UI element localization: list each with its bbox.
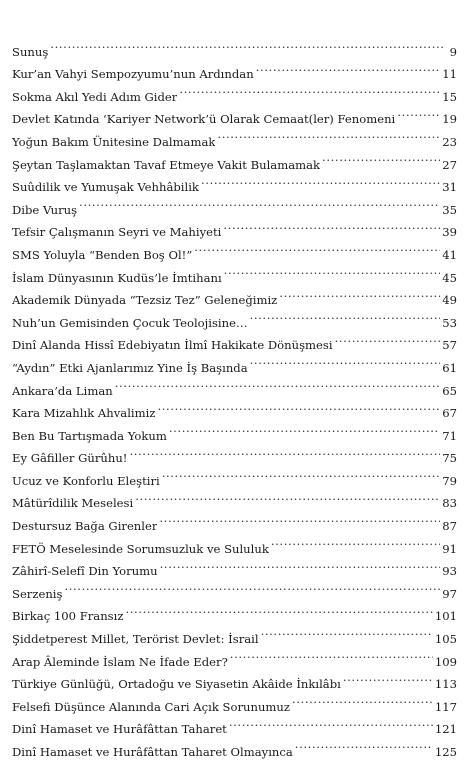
toc-entry-title: Ucuz ve Konforlu Eleştiri: [12, 473, 160, 488]
toc-entry-title: Suûdilik ve Yumuşak Vehhâbilik: [12, 180, 199, 195]
toc-entry-page-number: 97: [442, 586, 457, 601]
toc-entry-title: Ben Bu Tartışmada Yokum: [12, 428, 167, 443]
toc-entry-title: İslam Dünyasının Kudüs’le İmtihanı: [12, 270, 222, 285]
dot-leader: [279, 282, 440, 305]
toc-entry-title: Arap Âleminde İslam Ne İfade Eder?: [12, 654, 228, 669]
dot-leader: [292, 688, 433, 711]
toc-entry-title: Akademik Dünyada “Tezsiz Tez” Geleneğimiz: [12, 293, 278, 308]
dot-leader: [250, 349, 441, 372]
toc-entry-page-number: 9: [449, 44, 457, 59]
toc-entry-page-number: 91: [442, 541, 457, 556]
dot-leader: [159, 507, 440, 530]
toc-entry-page-number: 11: [442, 67, 457, 82]
toc-entry-page-number: 83: [442, 496, 457, 511]
dot-leader: [129, 440, 440, 463]
toc-entry-title: Dinî Hamaset ve Hurâfâttan Taharet Olmayınca: [12, 745, 293, 759]
dot-leader: [229, 711, 433, 734]
toc-entry-title: Sokma Akıl Yedi Adım Gider: [12, 89, 178, 104]
toc-entry-page-number: 117: [434, 699, 457, 714]
table-of-contents: [12, 33, 457, 759]
toc-entry-page-number: 41: [442, 247, 457, 262]
toc-entry-title: Türkiye Günlüğü, Ortadoğu ve Siyasetin Akâide İnkılâbı: [12, 677, 341, 692]
dot-leader: [125, 598, 432, 621]
toc-entry-title: Dinî Alanda Hissî Edebiyatın İlmî Hakikate Dönüşmesi: [12, 338, 333, 353]
toc-entry-page-number: 93: [442, 564, 457, 579]
toc-entry-page-number: 23: [442, 134, 457, 149]
toc-entry-page-number: 57: [442, 338, 457, 353]
toc-entry-title: FETÖ Meselesinde Sorumsuzluk ve Sululuk: [12, 541, 269, 556]
toc-entry-title: “Aydın” Etki Ajanlarımız Yine İş Başında: [12, 360, 248, 375]
toc-entry-page-number: 105: [434, 632, 457, 647]
dot-leader: [157, 395, 440, 418]
toc-entry-title: Ankara’da Liman: [12, 383, 113, 398]
toc-entry-page-number: 27: [442, 157, 457, 172]
dot-leader: [295, 733, 433, 756]
dot-leader: [162, 462, 441, 485]
toc-entry-page-number: 109: [434, 654, 457, 669]
toc-entry-page-number: 39: [442, 225, 457, 240]
toc-entry-page-number: 79: [442, 473, 457, 488]
toc-entry-title: Kara Mizahlık Ahvalimiz: [12, 406, 156, 421]
toc-entry-title: Sunuş: [12, 44, 49, 59]
dot-leader: [115, 372, 441, 395]
toc-entry-title: Serzeniş: [12, 586, 63, 601]
toc-entry-page-number: 67: [442, 406, 457, 421]
toc-entry-page-number: 65: [442, 383, 457, 398]
toc-entry-title: Dibe Vuruş: [12, 202, 78, 217]
toc-entry-title: Felsefi Düşünce Alanında Cari Açık Sorunumuz: [12, 699, 290, 714]
toc-entry-title: Kur’an Vahyi Sempozyumu’nun Ardından: [12, 67, 254, 82]
dot-leader: [179, 78, 440, 101]
toc-entry-page-number: 49: [442, 293, 457, 308]
dot-leader: [224, 259, 441, 282]
dot-leader: [250, 304, 441, 327]
toc-entry-page-number: 101: [434, 609, 457, 624]
toc-entry-page-number: 35: [442, 202, 457, 217]
dot-leader: [64, 575, 440, 598]
toc-entry-page-number: 15: [442, 89, 457, 104]
toc-entry[interactable]: [12, 598, 457, 624]
toc-entry-title: Yoğun Bakım Ünitesine Dalmamak: [12, 134, 216, 149]
dot-leader: [343, 666, 433, 689]
toc-entry-page-number: 45: [442, 270, 457, 285]
toc-entry[interactable]: [12, 214, 457, 240]
dot-leader: [50, 33, 445, 56]
toc-entry-title: Nuh’un Gemisinden Çocuk Teolojisine…: [12, 315, 248, 330]
dot-leader: [322, 146, 440, 169]
toc-entry-page-number: 125: [434, 745, 457, 759]
dot-leader: [160, 553, 441, 576]
toc-entry-title: SMS Yoluyla “Benden Boş Ol!”: [12, 247, 193, 262]
toc-entry-title: Zâhirî-Selefî Din Yorumu: [12, 564, 158, 579]
dot-leader: [223, 214, 440, 237]
dot-leader: [135, 485, 440, 508]
toc-entry-page-number: 19: [442, 112, 457, 127]
toc-entry-title: Devlet Katında ‘Kariyer Network’ü Olarak Cemaat(ler) Fenomeni: [12, 112, 396, 127]
dot-leader: [271, 530, 440, 553]
toc-entry-page-number: 87: [442, 519, 457, 534]
toc-entry-title: Tefsir Çalışmanın Seyri ve Mahiyeti: [12, 225, 222, 240]
dot-leader: [256, 56, 441, 79]
toc-entry-title: Birkaç 100 Fransız: [12, 609, 124, 624]
dot-leader: [261, 620, 433, 643]
toc-entry-page-number: 75: [442, 451, 457, 466]
dot-leader: [201, 169, 440, 192]
dot-leader: [79, 191, 440, 214]
toc-entry-title: Mâtürîdilik Meselesi: [12, 496, 134, 511]
toc-entry[interactable]: [12, 191, 457, 217]
toc-entry-title: Şeytan Taşlamaktan Tavaf Etmeye Vakit Bulamamak: [12, 157, 321, 172]
dot-leader: [217, 123, 440, 146]
toc-entry-page-number: 121: [434, 722, 457, 737]
dot-leader: [397, 101, 440, 124]
toc-entry-title: Destursuz Bağa Girenler: [12, 519, 158, 534]
dot-leader: [169, 417, 440, 440]
toc-entry-title: Dinî Hamaset ve Hurâfâttan Taharet: [12, 722, 227, 737]
toc-entry-title: Ey Gâfiller Gürûhu!: [12, 451, 128, 466]
toc-entry-page-number: 61: [442, 360, 457, 375]
toc-entry-page-number: 31: [442, 180, 457, 195]
toc-entry[interactable]: [12, 56, 457, 82]
dot-leader: [230, 643, 433, 666]
toc-entry-page-number: 71: [442, 428, 457, 443]
toc-entry-page-number: 53: [442, 315, 457, 330]
toc-entry-title: Şiddetperest Millet, Terörist Devlet: İsrail: [12, 632, 259, 647]
dot-leader: [335, 327, 441, 350]
dot-leader: [194, 236, 440, 259]
toc-entry-page-number: 113: [434, 677, 457, 692]
toc-entry[interactable]: [12, 33, 457, 59]
toc-entry[interactable]: [12, 575, 457, 601]
